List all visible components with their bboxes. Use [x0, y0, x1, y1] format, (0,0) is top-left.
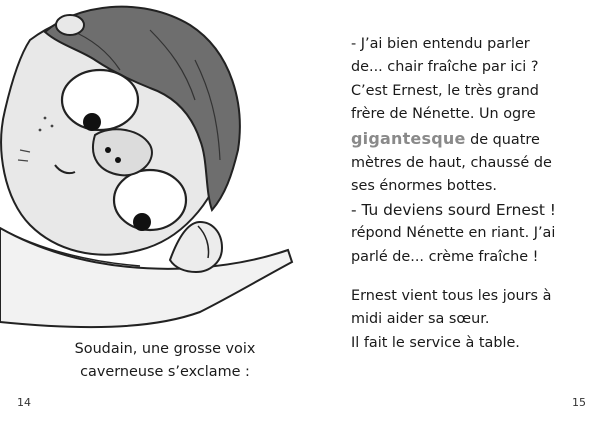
- after-emphasis: de quatre: [465, 131, 540, 148]
- right-p1-line-2: de... chair fraîche par ici ?: [351, 59, 539, 76]
- right-p2-line-2: parlé de... crème fraîche !: [351, 248, 539, 265]
- left-line-2: caverneuse s’exclame :: [80, 364, 250, 380]
- paragraph-gap: [351, 269, 591, 285]
- right-p1-line-4: frère de Nénette. Un ogre: [351, 106, 536, 123]
- emphasis-word: gigantesque: [351, 128, 466, 148]
- right-p1-line-3: C’est Ernest, le très grand: [351, 82, 539, 99]
- right-p1-line-6: mètres de haut, chaussé de: [351, 155, 552, 172]
- left-page-text: [40, 338, 290, 384]
- right-p3-line-3: Il fait le service à table.: [351, 334, 520, 351]
- page-number-right: 15: [572, 396, 586, 409]
- page-number-left: 14: [17, 396, 31, 409]
- right-p2-line-1: répond Nénette en riant. J’ai: [351, 225, 556, 242]
- ogre-face-illustration: [0, 0, 300, 330]
- left-line-1: Soudain, une grosse voix: [74, 341, 256, 357]
- right-page-text: [351, 33, 591, 355]
- right-p3-line-2: midi aider sa sœur.: [351, 311, 490, 328]
- right-p3-line-1: Ernest vient tous les jours à: [351, 288, 552, 305]
- right-p2-first: - Tu deviens sourd Ernest !: [351, 200, 556, 219]
- right-p1-line-5: [351, 127, 591, 152]
- right-p1-line-7: ses énormes bottes.: [351, 178, 497, 195]
- right-p1-line-1: - J’ai bien entendu parler: [351, 36, 530, 52]
